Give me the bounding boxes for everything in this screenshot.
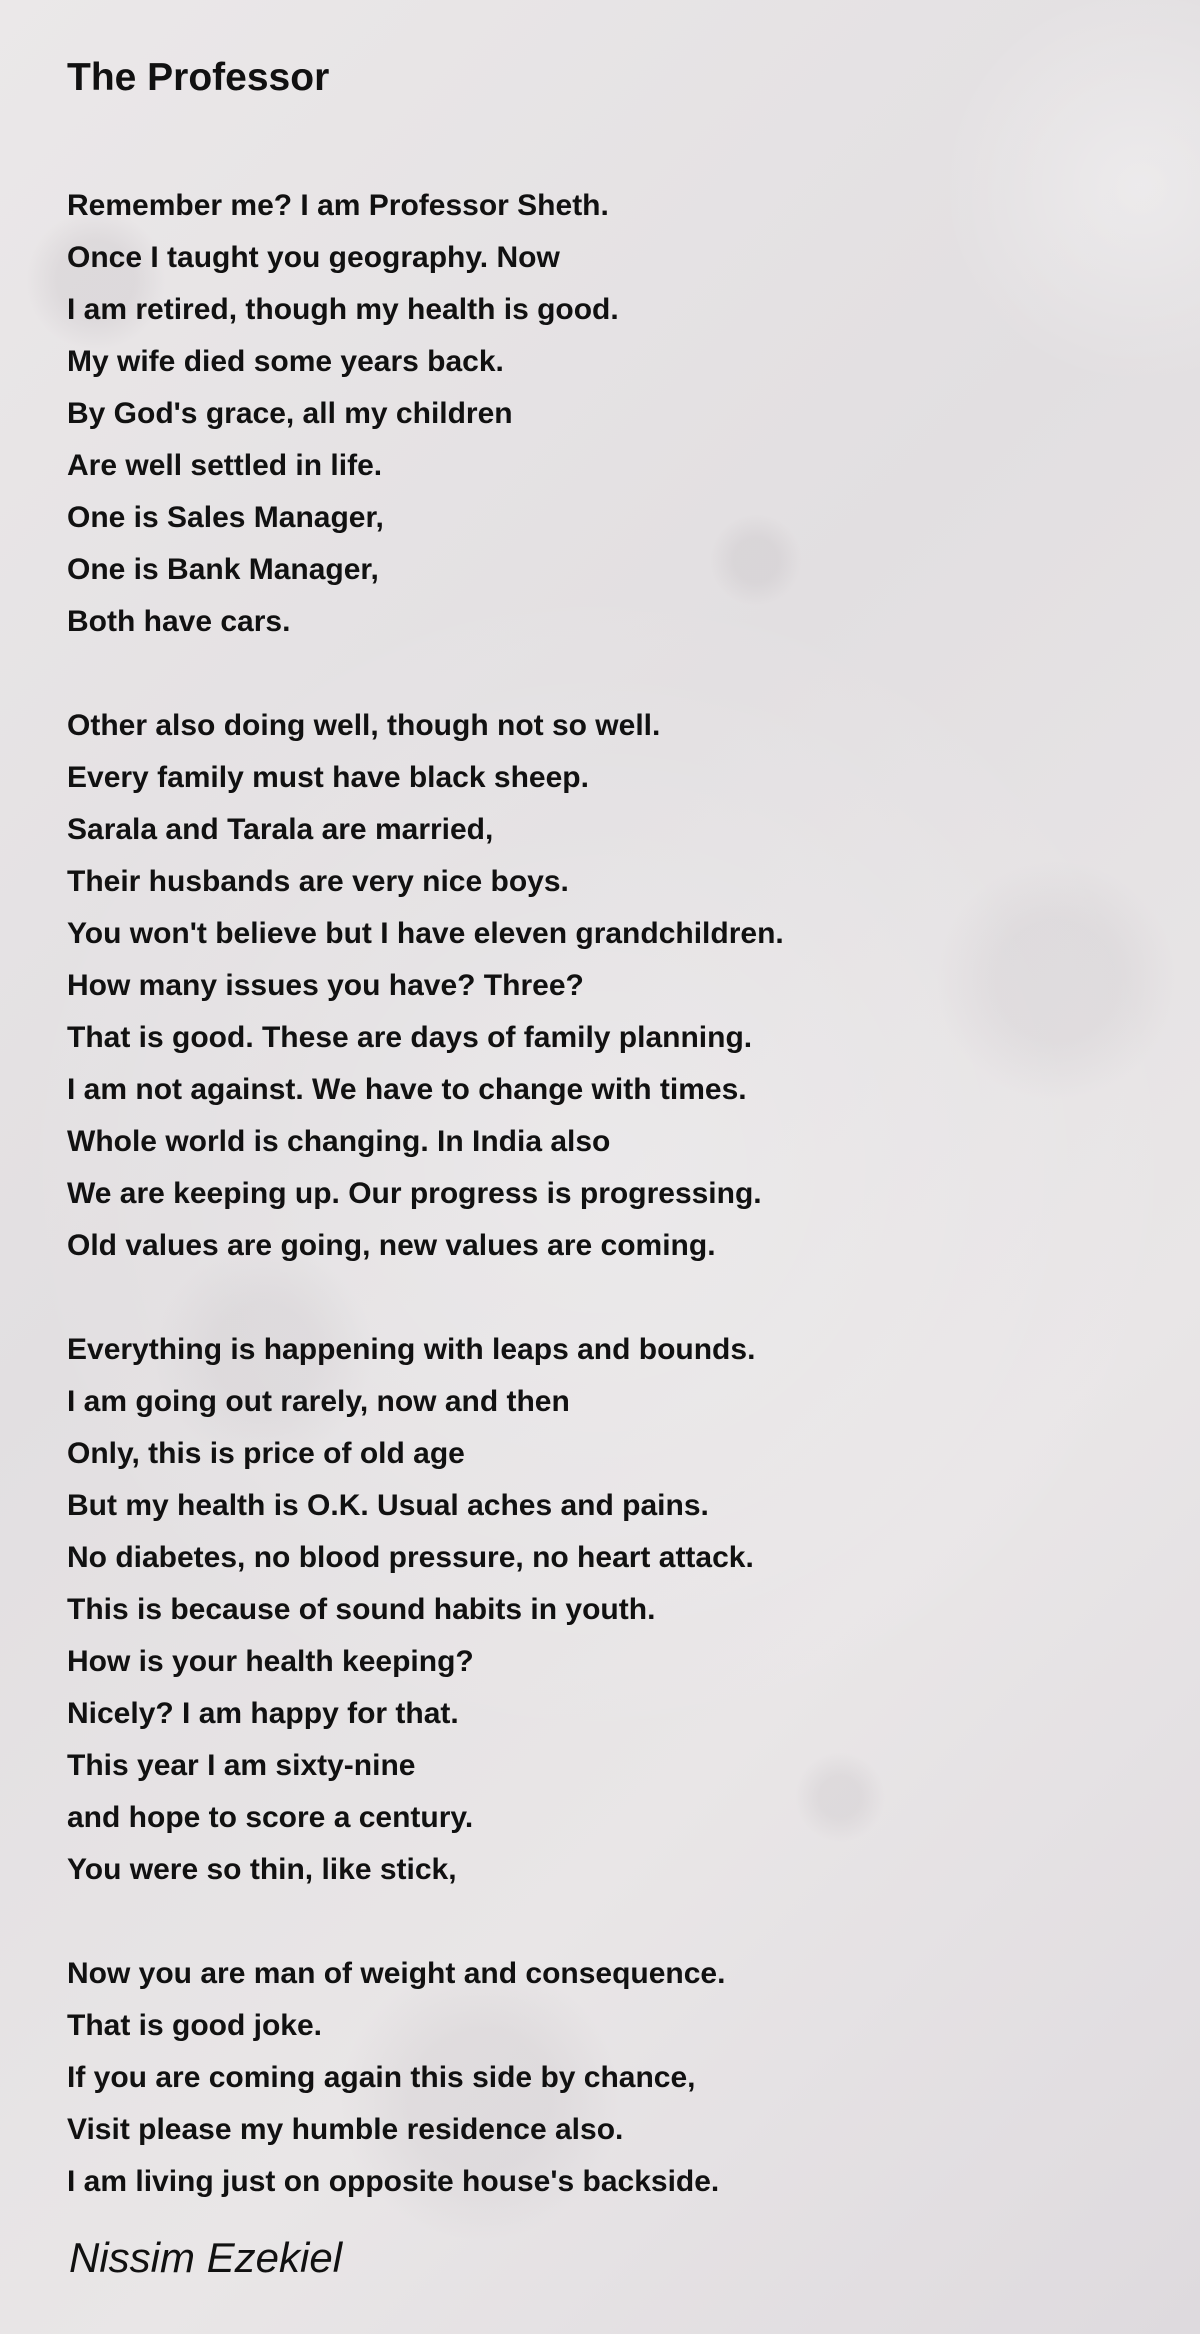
poem-line: No diabetes, no blood pressure, no heart attack. bbox=[67, 1541, 754, 1574]
poem-line: I am living just on opposite house's backside. bbox=[67, 2165, 720, 2198]
poem-line: This is because of sound habits in youth. bbox=[67, 1593, 656, 1626]
poem-title: The Professor bbox=[67, 56, 330, 99]
poem-line: Now you are man of weight and consequence. bbox=[67, 1957, 726, 1990]
poem-line: I am not against. We have to change with times. bbox=[67, 1073, 747, 1106]
poem-line: Visit please my humble residence also. bbox=[67, 2113, 624, 2146]
poem-line: and hope to score a century. bbox=[67, 1801, 474, 1834]
stanza-1 bbox=[67, 180, 1147, 648]
poem-line: How many issues you have? Three? bbox=[67, 969, 584, 1002]
poem-line: That is good. These are days of family planning. bbox=[67, 1021, 753, 1054]
stanza-3 bbox=[67, 1324, 1147, 1896]
poem-line: One is Sales Manager, bbox=[67, 501, 384, 534]
poem-line: That is good joke. bbox=[67, 2009, 323, 2042]
poem-line: We are keeping up. Our progress is progressing. bbox=[67, 1177, 762, 1210]
poem-line: Everything is happening with leaps and bounds. bbox=[67, 1333, 756, 1366]
poem-line: Other also doing well, though not so well. bbox=[67, 709, 661, 742]
poem-body bbox=[67, 180, 1147, 2208]
poem-line: Nicely? I am happy for that. bbox=[67, 1697, 459, 1730]
poem-line: This year I am sixty-nine bbox=[67, 1749, 416, 1782]
poem-page bbox=[67, 48, 1147, 2208]
poem-line: My wife died some years back. bbox=[67, 345, 504, 378]
stanza-4 bbox=[67, 1948, 1147, 2208]
poem-line: Whole world is changing. In India also bbox=[67, 1125, 611, 1158]
poem-line: You won't believe but I have eleven grandchildren. bbox=[67, 917, 784, 950]
poem-line: But my health is O.K. Usual aches and pains. bbox=[67, 1489, 709, 1522]
poem-line: Once I taught you geography. Now bbox=[67, 241, 560, 274]
poem-line: By God's grace, all my children bbox=[67, 397, 513, 430]
poem-line: I am retired, though my health is good. bbox=[67, 293, 619, 326]
poem-line: How is your health keeping? bbox=[67, 1645, 474, 1678]
poem-line: Their husbands are very nice boys. bbox=[67, 865, 569, 898]
poem-line: You were so thin, like stick, bbox=[67, 1853, 457, 1886]
poem-line: I am going out rarely, now and then bbox=[67, 1385, 570, 1418]
poem-line: Are well settled in life. bbox=[67, 449, 383, 482]
stanza-2 bbox=[67, 700, 1147, 1272]
poem-line: Old values are going, new values are coming. bbox=[67, 1229, 716, 1262]
poem-line: Every family must have black sheep. bbox=[67, 761, 589, 794]
poem-line: If you are coming again this side by chance, bbox=[67, 2061, 696, 2094]
poem-line: Remember me? I am Professor Sheth. bbox=[67, 189, 609, 222]
poem-author: Nissim Ezekiel bbox=[69, 2234, 343, 2281]
poem-line: Only, this is price of old age bbox=[67, 1437, 465, 1470]
poem-line: One is Bank Manager, bbox=[67, 553, 379, 586]
poem-line: Both have cars. bbox=[67, 605, 291, 638]
poem-line: Sarala and Tarala are married, bbox=[67, 813, 494, 846]
